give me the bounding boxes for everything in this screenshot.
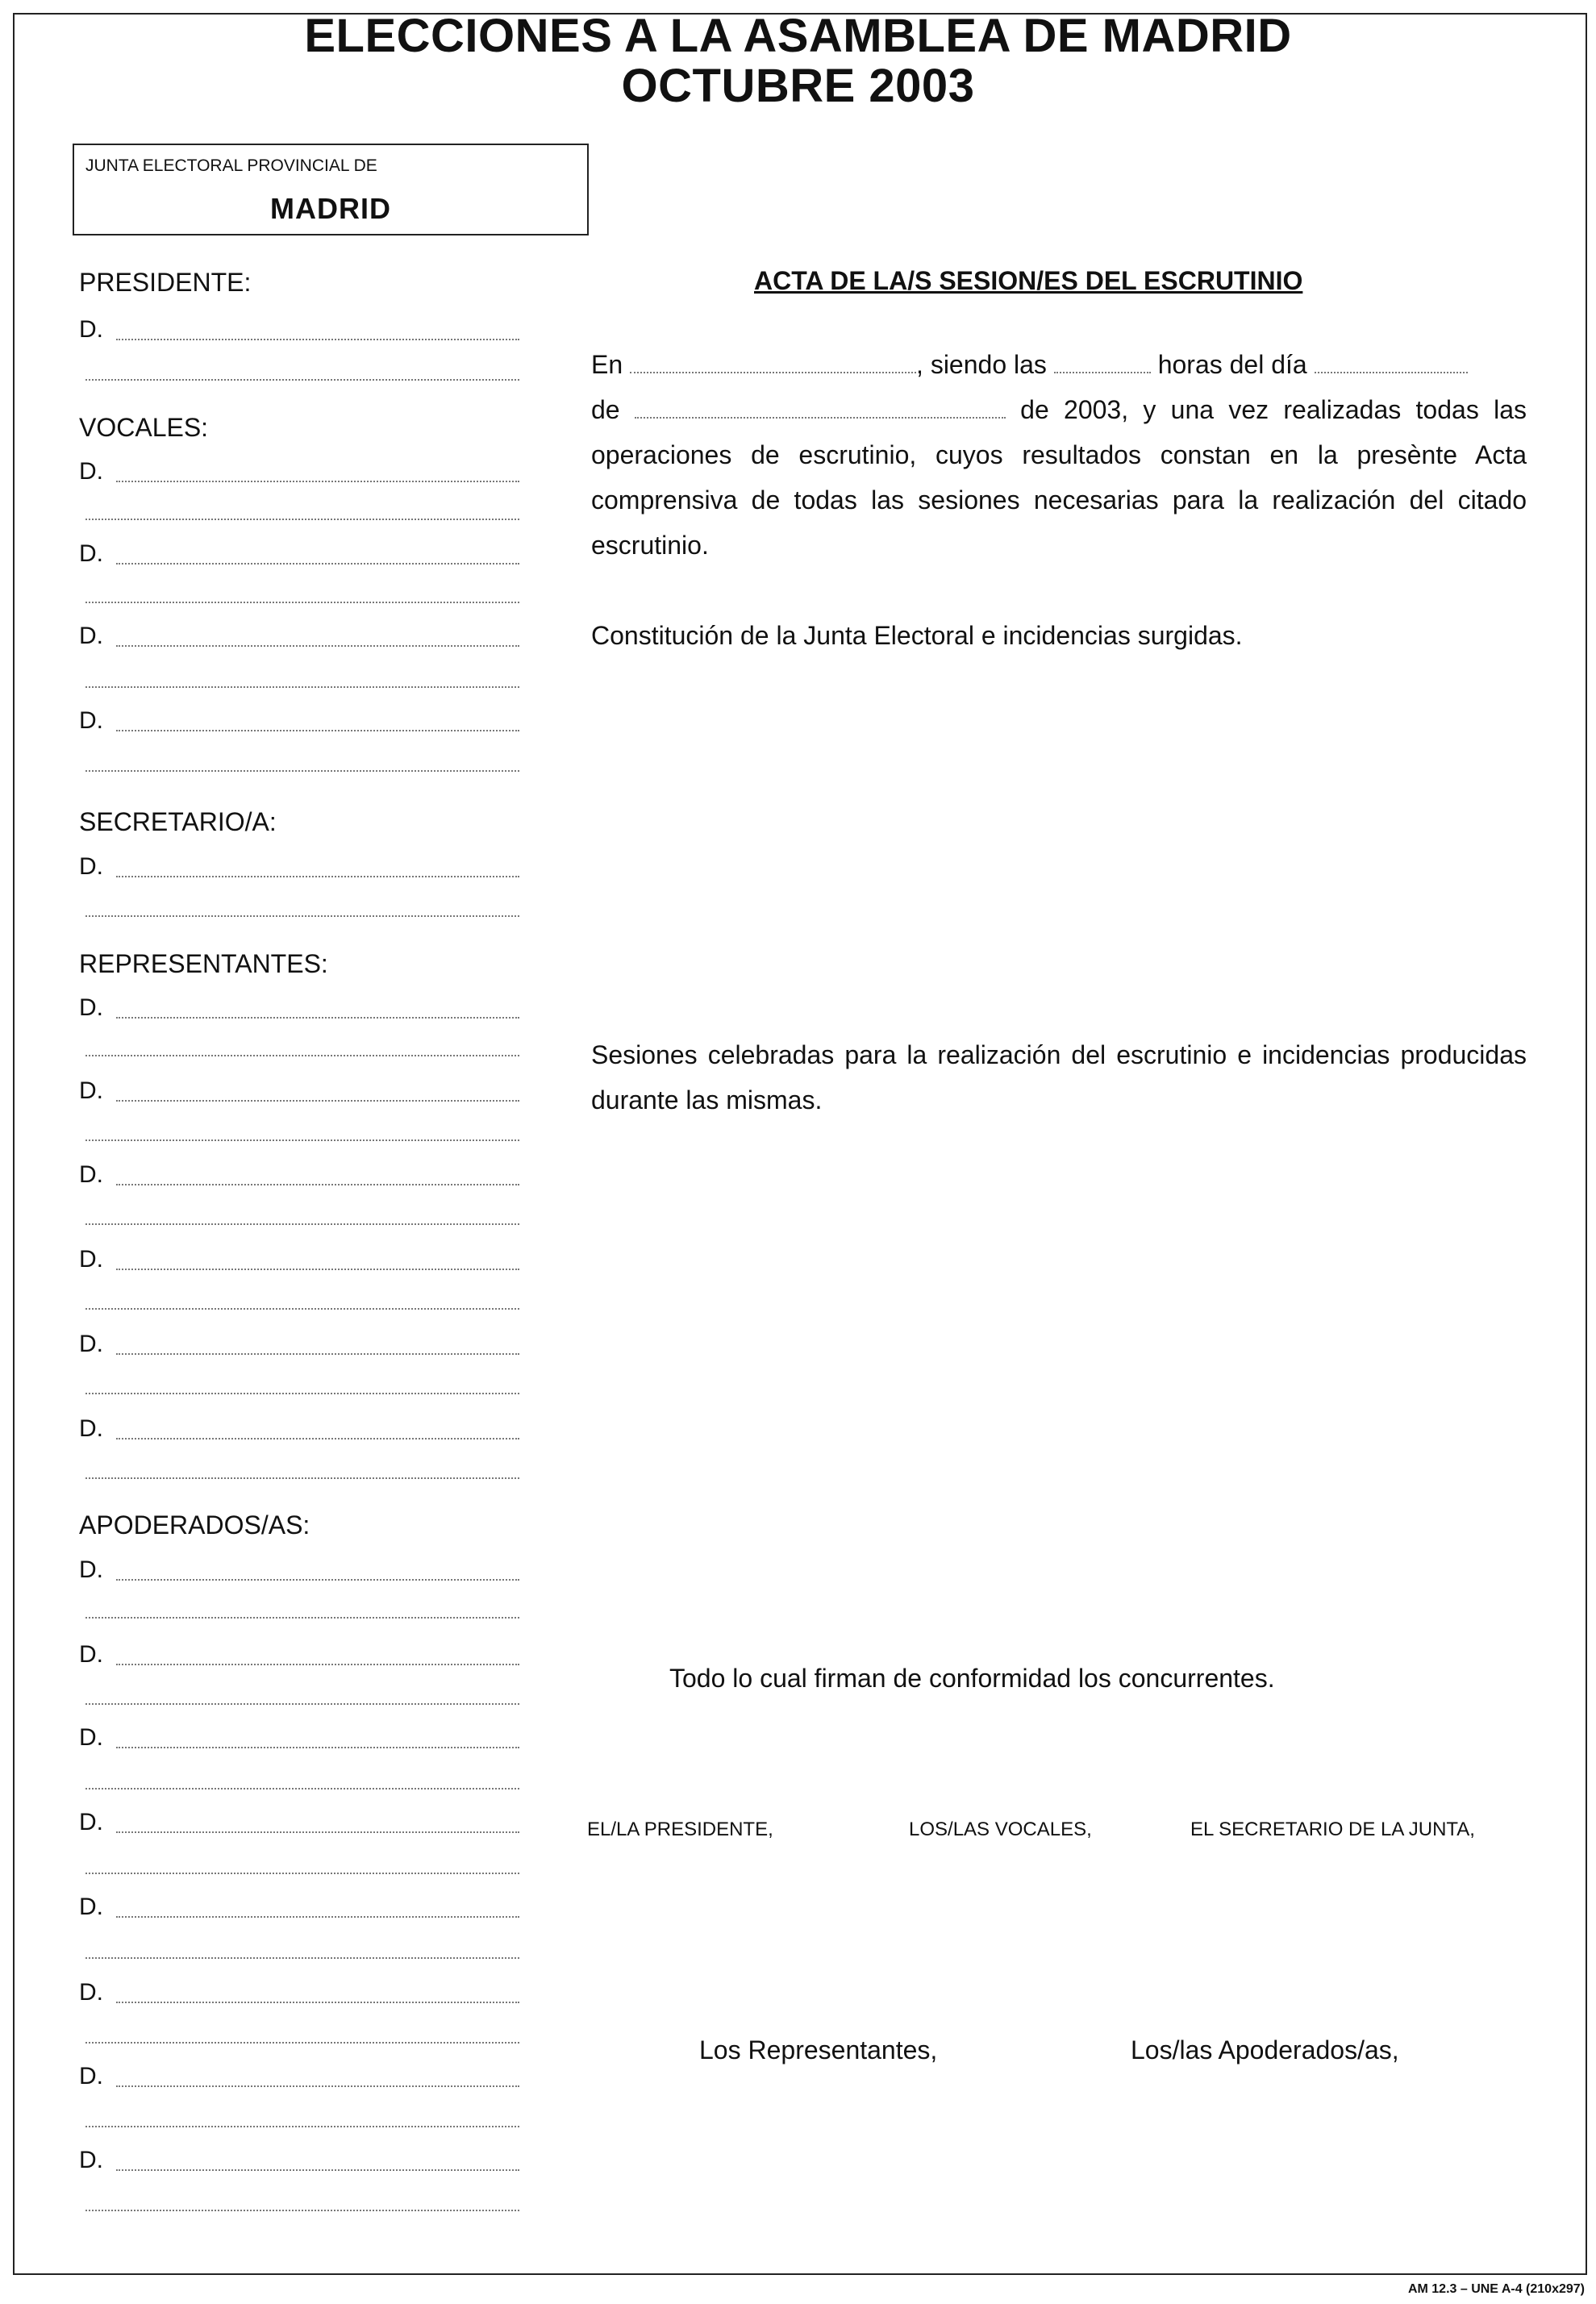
apoderado-line-4[interactable]: D. (79, 1809, 519, 1838)
constitucion-paragraph: Constitución de la Junta Electoral e incidencias surgidas. (591, 621, 1243, 650)
apoderado-line-8[interactable]: D. (79, 2147, 519, 2176)
signature-vocales: LOS/LAS VOCALES, (909, 1819, 1092, 1840)
signature-presidente: EL/LA PRESIDENTE, (587, 1819, 773, 1840)
junta-label: JUNTA ELECTORAL PROVINCIAL DE (85, 156, 377, 175)
signature-secretario: EL SECRETARIO DE LA JUNTA, (1190, 1819, 1475, 1840)
hora-field[interactable] (1054, 356, 1151, 373)
apoderado-line-7b[interactable] (85, 2126, 519, 2127)
junta-box (73, 144, 589, 235)
apoderado-line-4b[interactable] (85, 1873, 519, 1874)
vocal-line-1b[interactable] (85, 519, 519, 520)
document-title: ELECCIONES A LA ASAMBLEA DE MADRID (304, 10, 1292, 62)
firman-paragraph: Todo lo cual firman de conformidad los concurrentes. (669, 1664, 1275, 1693)
section-apoderados: APODERADOS/AS: (79, 1510, 310, 1539)
secretario-line-1[interactable]: D. (79, 853, 519, 882)
signature-apoderados: Los/las Apoderados/as, (1131, 2035, 1399, 2064)
representante-line-1[interactable]: D. (79, 994, 519, 1023)
acta-title: ACTA DE LA/S SESION/ES DEL ESCRUTINIO (754, 266, 1303, 295)
apoderado-line-2[interactable]: D. (79, 1641, 519, 1670)
dia-field[interactable] (1315, 356, 1468, 373)
apoderado-line-1b[interactable] (85, 1617, 519, 1619)
apoderado-line-5[interactable]: D. (79, 1894, 519, 1923)
apoderado-line-1[interactable]: D. (79, 1556, 519, 1585)
apoderado-line-3b[interactable] (85, 1788, 519, 1789)
apoderado-line-2b[interactable] (85, 1703, 519, 1705)
representante-line-6[interactable]: D. (79, 1415, 519, 1444)
representante-line-4[interactable]: D. (79, 1246, 519, 1275)
acta-intro-paragraph: En , siendo las horas del día de de 2003, y una vez realizadas todas las operaciones de escrutinio, cuyos resultados constan en la presènte Acta comprensiva de todas las sesiones necesarias para la realización del citado escrutinio. (591, 350, 1527, 560)
section-presidente: PRESIDENTE: (79, 268, 252, 297)
sesiones-paragraph: Sesiones celebradas para la realización del escrutinio e incidencias producidas durante las mismas. (591, 1040, 1527, 1115)
representante-line-4b[interactable] (85, 1308, 519, 1310)
apoderado-line-5b[interactable] (85, 1957, 519, 1959)
form-code: AM 12.3 – UNE A-4 (210x297) (1407, 2282, 1585, 2296)
document-subtitle: OCTUBRE 2003 (621, 60, 975, 112)
section-representantes: REPRESENTANTES: (79, 949, 328, 978)
vocal-line-4[interactable]: D. (79, 707, 519, 736)
representante-line-2b[interactable] (85, 1140, 519, 1141)
mes-field[interactable] (635, 401, 1006, 419)
vocal-line-3[interactable]: D. (79, 623, 519, 652)
lugar-field[interactable] (630, 356, 916, 373)
section-vocales: VOCALES: (79, 413, 209, 442)
signature-representantes: Los Representantes, (699, 2035, 938, 2064)
vocal-line-4b[interactable] (85, 770, 519, 772)
presidente-line-1[interactable]: D. (79, 316, 519, 345)
vocal-line-2[interactable]: D. (79, 540, 519, 569)
section-secretario: SECRETARIO/A: (79, 807, 277, 836)
representante-line-3[interactable]: D. (79, 1161, 519, 1190)
vocal-line-1[interactable]: D. (79, 458, 519, 487)
apoderado-line-6b[interactable] (85, 2042, 519, 2044)
presidente-line-2[interactable] (85, 379, 519, 381)
apoderado-line-3[interactable]: D. (79, 1724, 519, 1753)
representante-line-6b[interactable] (85, 1477, 519, 1479)
junta-value: MADRID (270, 192, 391, 225)
representante-line-2[interactable]: D. (79, 1077, 519, 1106)
apoderado-line-7[interactable]: D. (79, 2063, 519, 2092)
representante-line-3b[interactable] (85, 1223, 519, 1225)
vocal-line-3b[interactable] (85, 686, 519, 688)
vocal-line-2b[interactable] (85, 602, 519, 603)
representante-line-5b[interactable] (85, 1393, 519, 1394)
representante-line-5[interactable]: D. (79, 1331, 519, 1360)
apoderado-line-6[interactable]: D. (79, 1979, 519, 2008)
representante-line-1b[interactable] (85, 1055, 519, 1056)
secretario-line-2[interactable] (85, 915, 519, 917)
apoderado-line-8b[interactable] (85, 2210, 519, 2211)
